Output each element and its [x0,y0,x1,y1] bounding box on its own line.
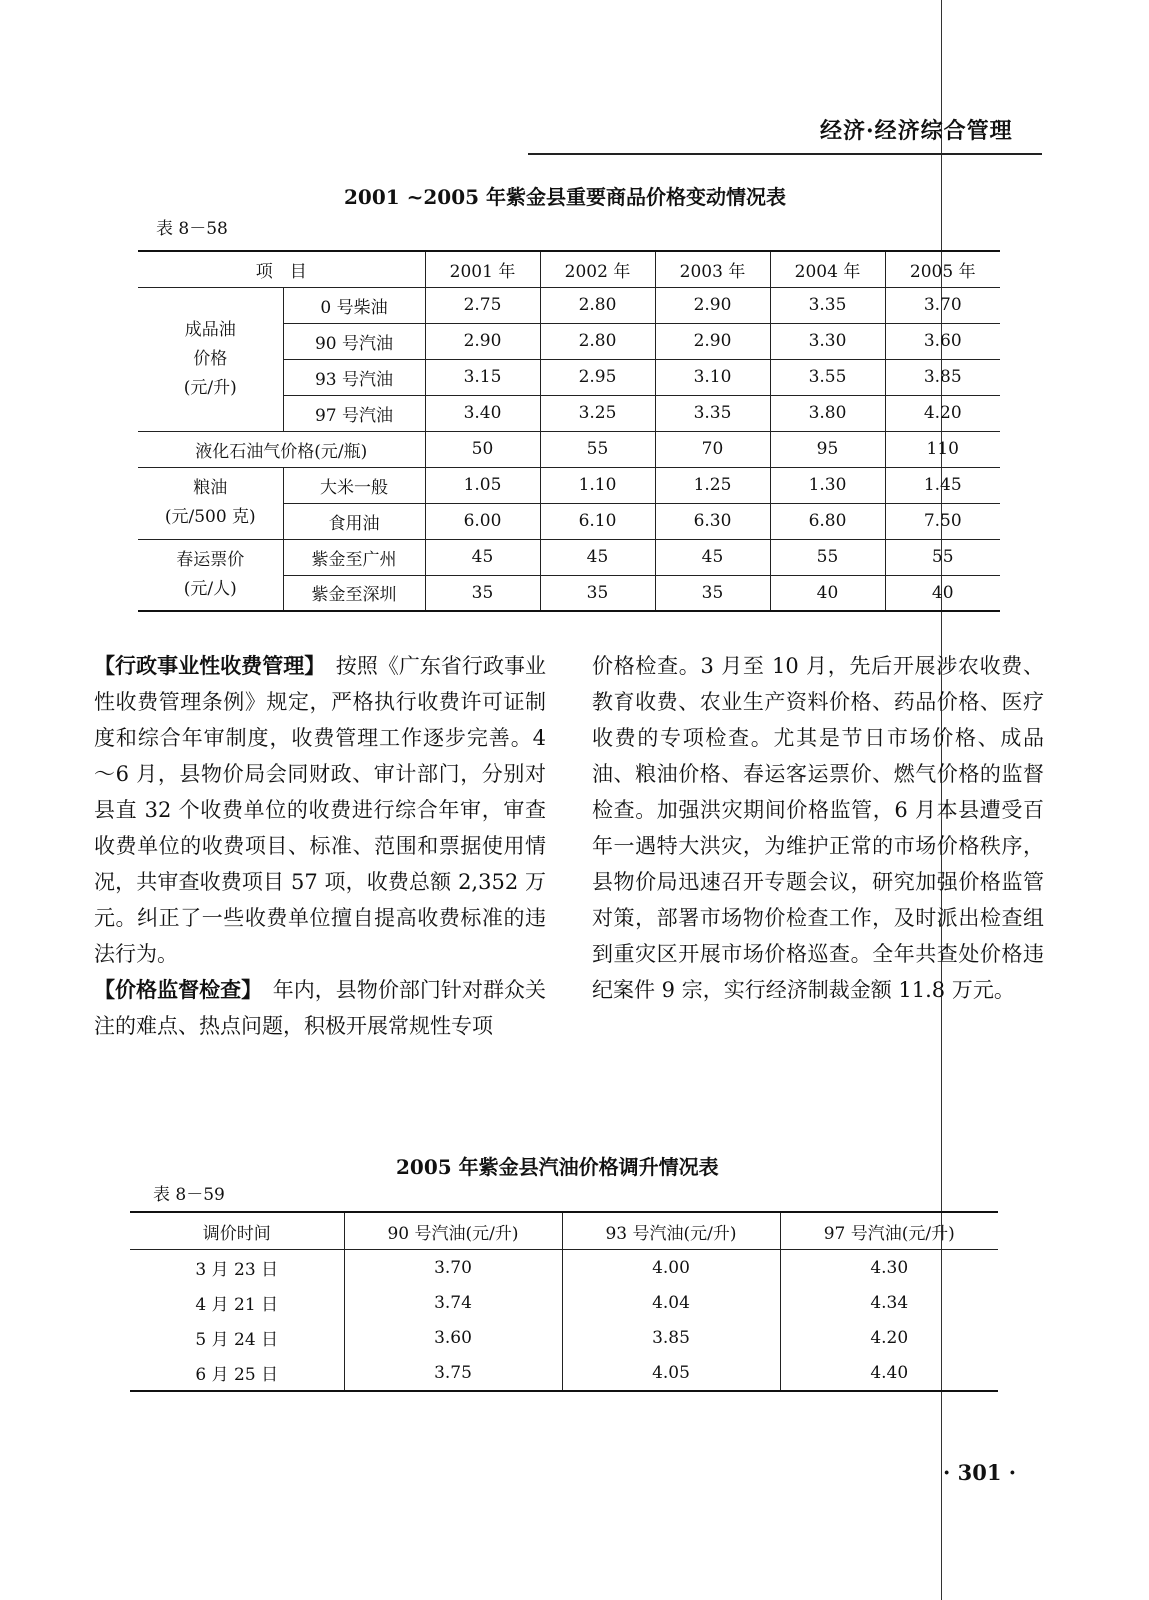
cell-date: 6 月 25 日 [130,1355,344,1391]
cell-value: 3.85 [885,359,1000,395]
cell-value: 1.05 [425,467,540,503]
header-year: 2005 年 [885,251,1000,287]
cell-value: 3.10 [655,359,770,395]
cell-value: 4.05 [562,1355,780,1391]
cell-value: 2.95 [540,359,655,395]
cell-value: 2.80 [540,287,655,323]
cell-value: 4.20 [885,395,1000,431]
paragraph-continued: 价格检查。3 月至 10 月，先后开展涉农收费、教育收费、农业生产资料价格、药品价格、医疗收费的专项检查。尤其是节日市场价格、成品油、粮油价格、春运客运票价、燃气价格的监督检查。加强洪灾期间价格监管，6 月本县遭受百年一遇特大洪灾，为维护正常的市场价格秩序，县物价局迅速召开专题会议，研究加强价格监管对策，部署市场物价检查工作，及时派出检查组到重灾区开展市场价格巡查。全年共查处价格违纪案件 9 宗，实行经济制裁金额 11.8 万元。 [592,654,1044,1002]
right-column [592,648,1044,1008]
cell-value: 3.15 [425,359,540,395]
cell-value: 3.30 [770,323,885,359]
cell-value: 3.60 [344,1320,562,1355]
cell-value: 55 [770,539,885,575]
running-header: 经济·经济综合管理 [820,118,1013,144]
left-column [94,648,546,1044]
table-header-row [138,251,1000,287]
cell-value: 1.25 [655,467,770,503]
gasoline-adjustment-table [130,1211,998,1392]
cell-value: 3.80 [770,395,885,431]
table1-title: 2001 ~2005 年紫金县重要商品价格变动情况表 [344,185,787,209]
row-label: 液化石油气价格(元/瓶) [138,431,425,467]
header-year: 2002 年 [540,251,655,287]
cell-value: 50 [425,431,540,467]
table-row [130,1285,998,1320]
table-row [130,1320,998,1355]
cell-value: 6.30 [655,503,770,539]
header-cell: 93 号汽油(元/升) [562,1212,780,1250]
row-label: 紫金至广州 [283,539,425,575]
table-row [130,1250,998,1286]
cell-value: 4.40 [780,1355,998,1391]
cell-value: 4.04 [562,1285,780,1320]
cell-value: 35 [655,575,770,611]
price-change-table [138,250,1000,612]
table2-title: 2005 年紫金县汽油价格调升情况表 [396,1155,719,1179]
cell-value: 95 [770,431,885,467]
cell-value: 40 [770,575,885,611]
cell-value: 2.80 [540,323,655,359]
cell-value: 1.45 [885,467,1000,503]
row-label: 90 号汽油 [283,323,425,359]
paragraph-fee-management [94,648,546,972]
cell-value: 2.90 [425,323,540,359]
table-row [138,287,1000,323]
cell-value: 4.00 [562,1250,780,1286]
table-row [130,1355,998,1391]
cell-date: 4 月 21 日 [130,1285,344,1320]
table2-number: 表 8－59 [153,1185,225,1205]
cell-value: 45 [540,539,655,575]
header-cell: 调价时间 [130,1212,344,1250]
paragraph-price-inspection [94,972,546,1044]
cell-value: 2.90 [655,323,770,359]
cell-date: 5 月 24 日 [130,1320,344,1355]
cell-value: 7.50 [885,503,1000,539]
row-label: 0 号柴油 [283,287,425,323]
header-year: 2003 年 [655,251,770,287]
cell-value: 3.70 [885,287,1000,323]
cell-value: 1.10 [540,467,655,503]
header-year: 2004 年 [770,251,885,287]
cell-value: 4.20 [780,1320,998,1355]
group-label-grain: 粮油 (元/500 克) [138,467,283,539]
table-row [138,539,1000,575]
cell-value: 35 [425,575,540,611]
cell-value: 4.30 [780,1250,998,1286]
cell-value: 2.75 [425,287,540,323]
cell-value: 1.30 [770,467,885,503]
cell-value: 3.85 [562,1320,780,1355]
paragraph-body: 年内，县物价部门针对群众关注的难点、热点问题，积极开展常规性专项 [94,978,547,1038]
cell-value: 55 [540,431,655,467]
table1-number: 表 8－58 [156,219,228,239]
cell-value: 3.55 [770,359,885,395]
cell-value: 3.60 [885,323,1000,359]
row-label: 大米一般 [283,467,425,503]
cell-value: 4.34 [780,1285,998,1320]
cell-value: 6.80 [770,503,885,539]
section-heading: 【行政事业性收费管理】 [94,653,315,678]
header-item: 项 目 [138,251,425,287]
cell-value: 3.70 [344,1250,562,1286]
group-label-ticket: 春运票价 (元/人) [138,539,283,611]
table-row [138,431,1000,467]
cell-value: 3.25 [540,395,655,431]
row-label: 食用油 [283,503,425,539]
cell-value: 2.90 [655,287,770,323]
header-year: 2001 年 [425,251,540,287]
cell-value: 6.10 [540,503,655,539]
cell-value: 70 [655,431,770,467]
group-label-oil: 成品油 价格 (元/升) [138,287,283,431]
cell-value: 3.40 [425,395,540,431]
row-label: 93 号汽油 [283,359,425,395]
table-row [138,467,1000,503]
table-header-row [130,1212,998,1250]
cell-value: 3.35 [770,287,885,323]
cell-date: 3 月 23 日 [130,1250,344,1286]
cell-value: 3.75 [344,1355,562,1391]
cell-value: 3.74 [344,1285,562,1320]
header-rule [528,153,1042,155]
paragraph-body: 按照《广东省行政事业性收费管理条例》规定，严格执行收费许可证制度和综合年审制度，收费管理工作逐步完善。4～6 月，县物价局会同财政、审计部门，分别对县直 32 个收费单位的收费进行综合年审，审查收费单位的收费项目、标准、范围和票据使用情况，共审查收费项目 57 项，收费总额 2,352 万元。纠正了一些收费单位擅自提高收费标准的违法行为。 [94,654,547,966]
header-cell: 97 号汽油(元/升) [780,1212,998,1250]
cell-value: 40 [885,575,1000,611]
cell-value: 55 [885,539,1000,575]
page-number: · 301 · [943,1460,1017,1485]
cell-value: 6.00 [425,503,540,539]
cell-value: 35 [540,575,655,611]
cell-value: 110 [885,431,1000,467]
header-cell: 90 号汽油(元/升) [344,1212,562,1250]
cell-value: 3.35 [655,395,770,431]
cell-value: 45 [425,539,540,575]
cell-value: 45 [655,539,770,575]
section-heading: 【价格监督检查】 [94,977,252,1002]
row-label: 97 号汽油 [283,395,425,431]
row-label: 紫金至深圳 [283,575,425,611]
